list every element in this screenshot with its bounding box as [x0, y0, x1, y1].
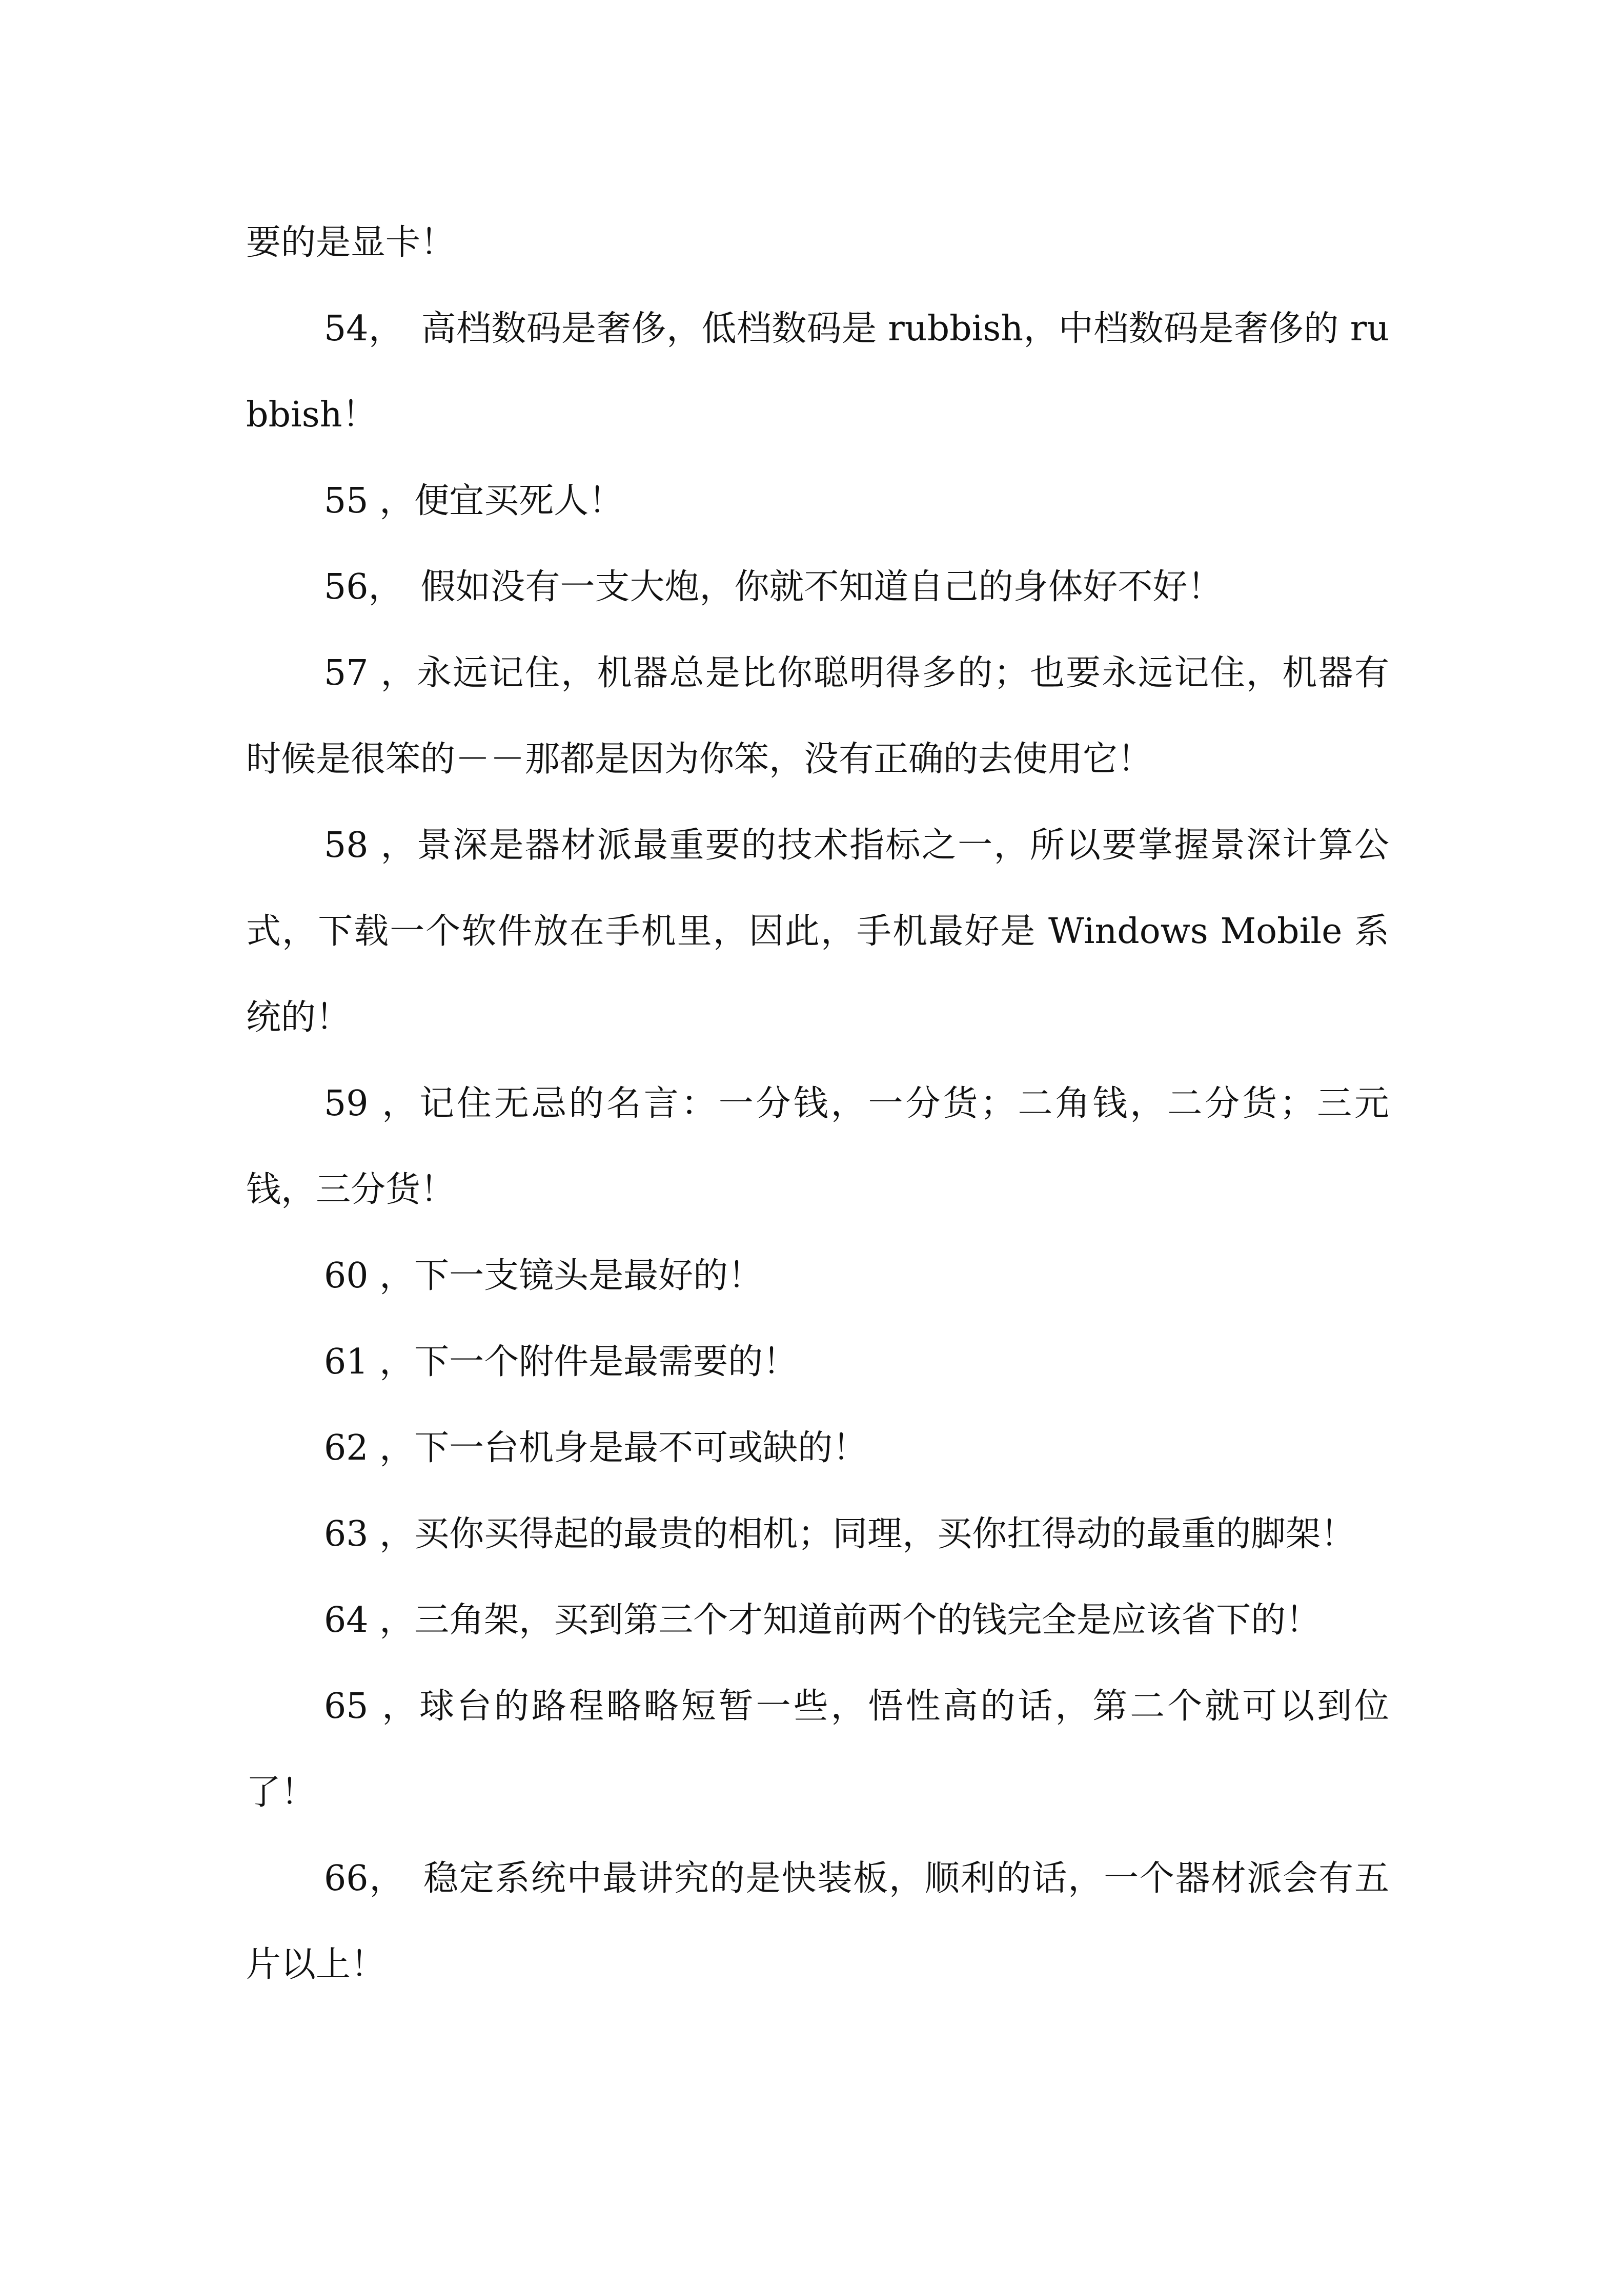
paragraph-continuation [246, 200, 1389, 286]
paragraph-item-64 [246, 1577, 1389, 1664]
paragraph-item-58 [246, 803, 1389, 1061]
paragraph-item-66 [246, 1836, 1389, 2008]
paragraph-item-54 [246, 286, 1389, 458]
paragraph-item-59 [246, 1061, 1389, 1233]
item-number: 62 ， [324, 1428, 415, 1468]
paragraph-item-62 [246, 1405, 1389, 1491]
paragraph-text: 永远记住，机器总是比你聪明得多的；也要永远记住，机器有时候是很笨的－－那都是因为你笨，没有正确的去使用它！ [246, 653, 1389, 780]
paragraph-text: 下一台机身是最不可或缺的！ [414, 1428, 868, 1468]
paragraph-text: 便宜买死人！ [414, 481, 624, 521]
paragraph-item-57 [246, 630, 1389, 803]
paragraph-text: 稳定系统中最讲究的是快装板，顺利的话，一个器材派会有五片以上！ [246, 1858, 1389, 1985]
item-number: 60 ， [324, 1256, 415, 1296]
paragraph-text: 下一个附件是最需要的！ [414, 1342, 798, 1382]
item-number: 57 ， [324, 653, 417, 693]
item-number: 63 ， [324, 1514, 415, 1554]
item-number: 61 ， [324, 1342, 415, 1382]
paragraph-item-60 [246, 1233, 1389, 1319]
item-number: 66， [324, 1858, 388, 1899]
paragraph-item-65 [246, 1664, 1389, 1836]
paragraph-text: 假如没有一支大炮，你就不知道自己的身体好不好！ [385, 567, 1223, 607]
paragraph-item-55 [246, 458, 1389, 544]
paragraph-text: 球台的路程略略短暂一些，悟性高的话，第二个就可以到位了！ [246, 1686, 1389, 1813]
paragraph-text: 景深是器材派最重要的技术指标之一，所以要掌握景深计算公式，下载一个软件放在手机里，因此，手机最好是 Windows Mobile 系统的！ [246, 825, 1389, 1038]
item-number: 55 ， [324, 481, 415, 521]
paragraph-item-63 [246, 1491, 1389, 1577]
item-number: 64 ， [324, 1600, 415, 1641]
paragraph-text: 下一支镜头是最好的！ [414, 1256, 763, 1296]
paragraph-text: 要的是显卡！ [246, 222, 456, 263]
item-number: 59 ， [324, 1083, 420, 1124]
item-number: 58 ， [324, 825, 417, 866]
item-number: 56， [324, 567, 386, 607]
paragraph-item-56 [246, 544, 1389, 630]
item-number: 54， [324, 309, 387, 349]
document-body [246, 200, 1389, 2008]
paragraph-text: 高档数码是奢侈，低档数码是 rubbish，中档数码是奢侈的 rubbish！ [246, 309, 1389, 435]
item-number: 65 ， [324, 1686, 420, 1727]
paragraph-text: 三角架，买到第三个才知道前两个的钱完全是应该省下的！ [414, 1600, 1321, 1641]
paragraph-text: 记住无忌的名言：一分钱，一分货；二角钱，二分货；三元钱，三分货！ [246, 1083, 1389, 1210]
paragraph-text: 买你买得起的最贵的相机；同理，买你扛得动的最重的脚架！ [414, 1514, 1356, 1554]
paragraph-item-61 [246, 1319, 1389, 1405]
